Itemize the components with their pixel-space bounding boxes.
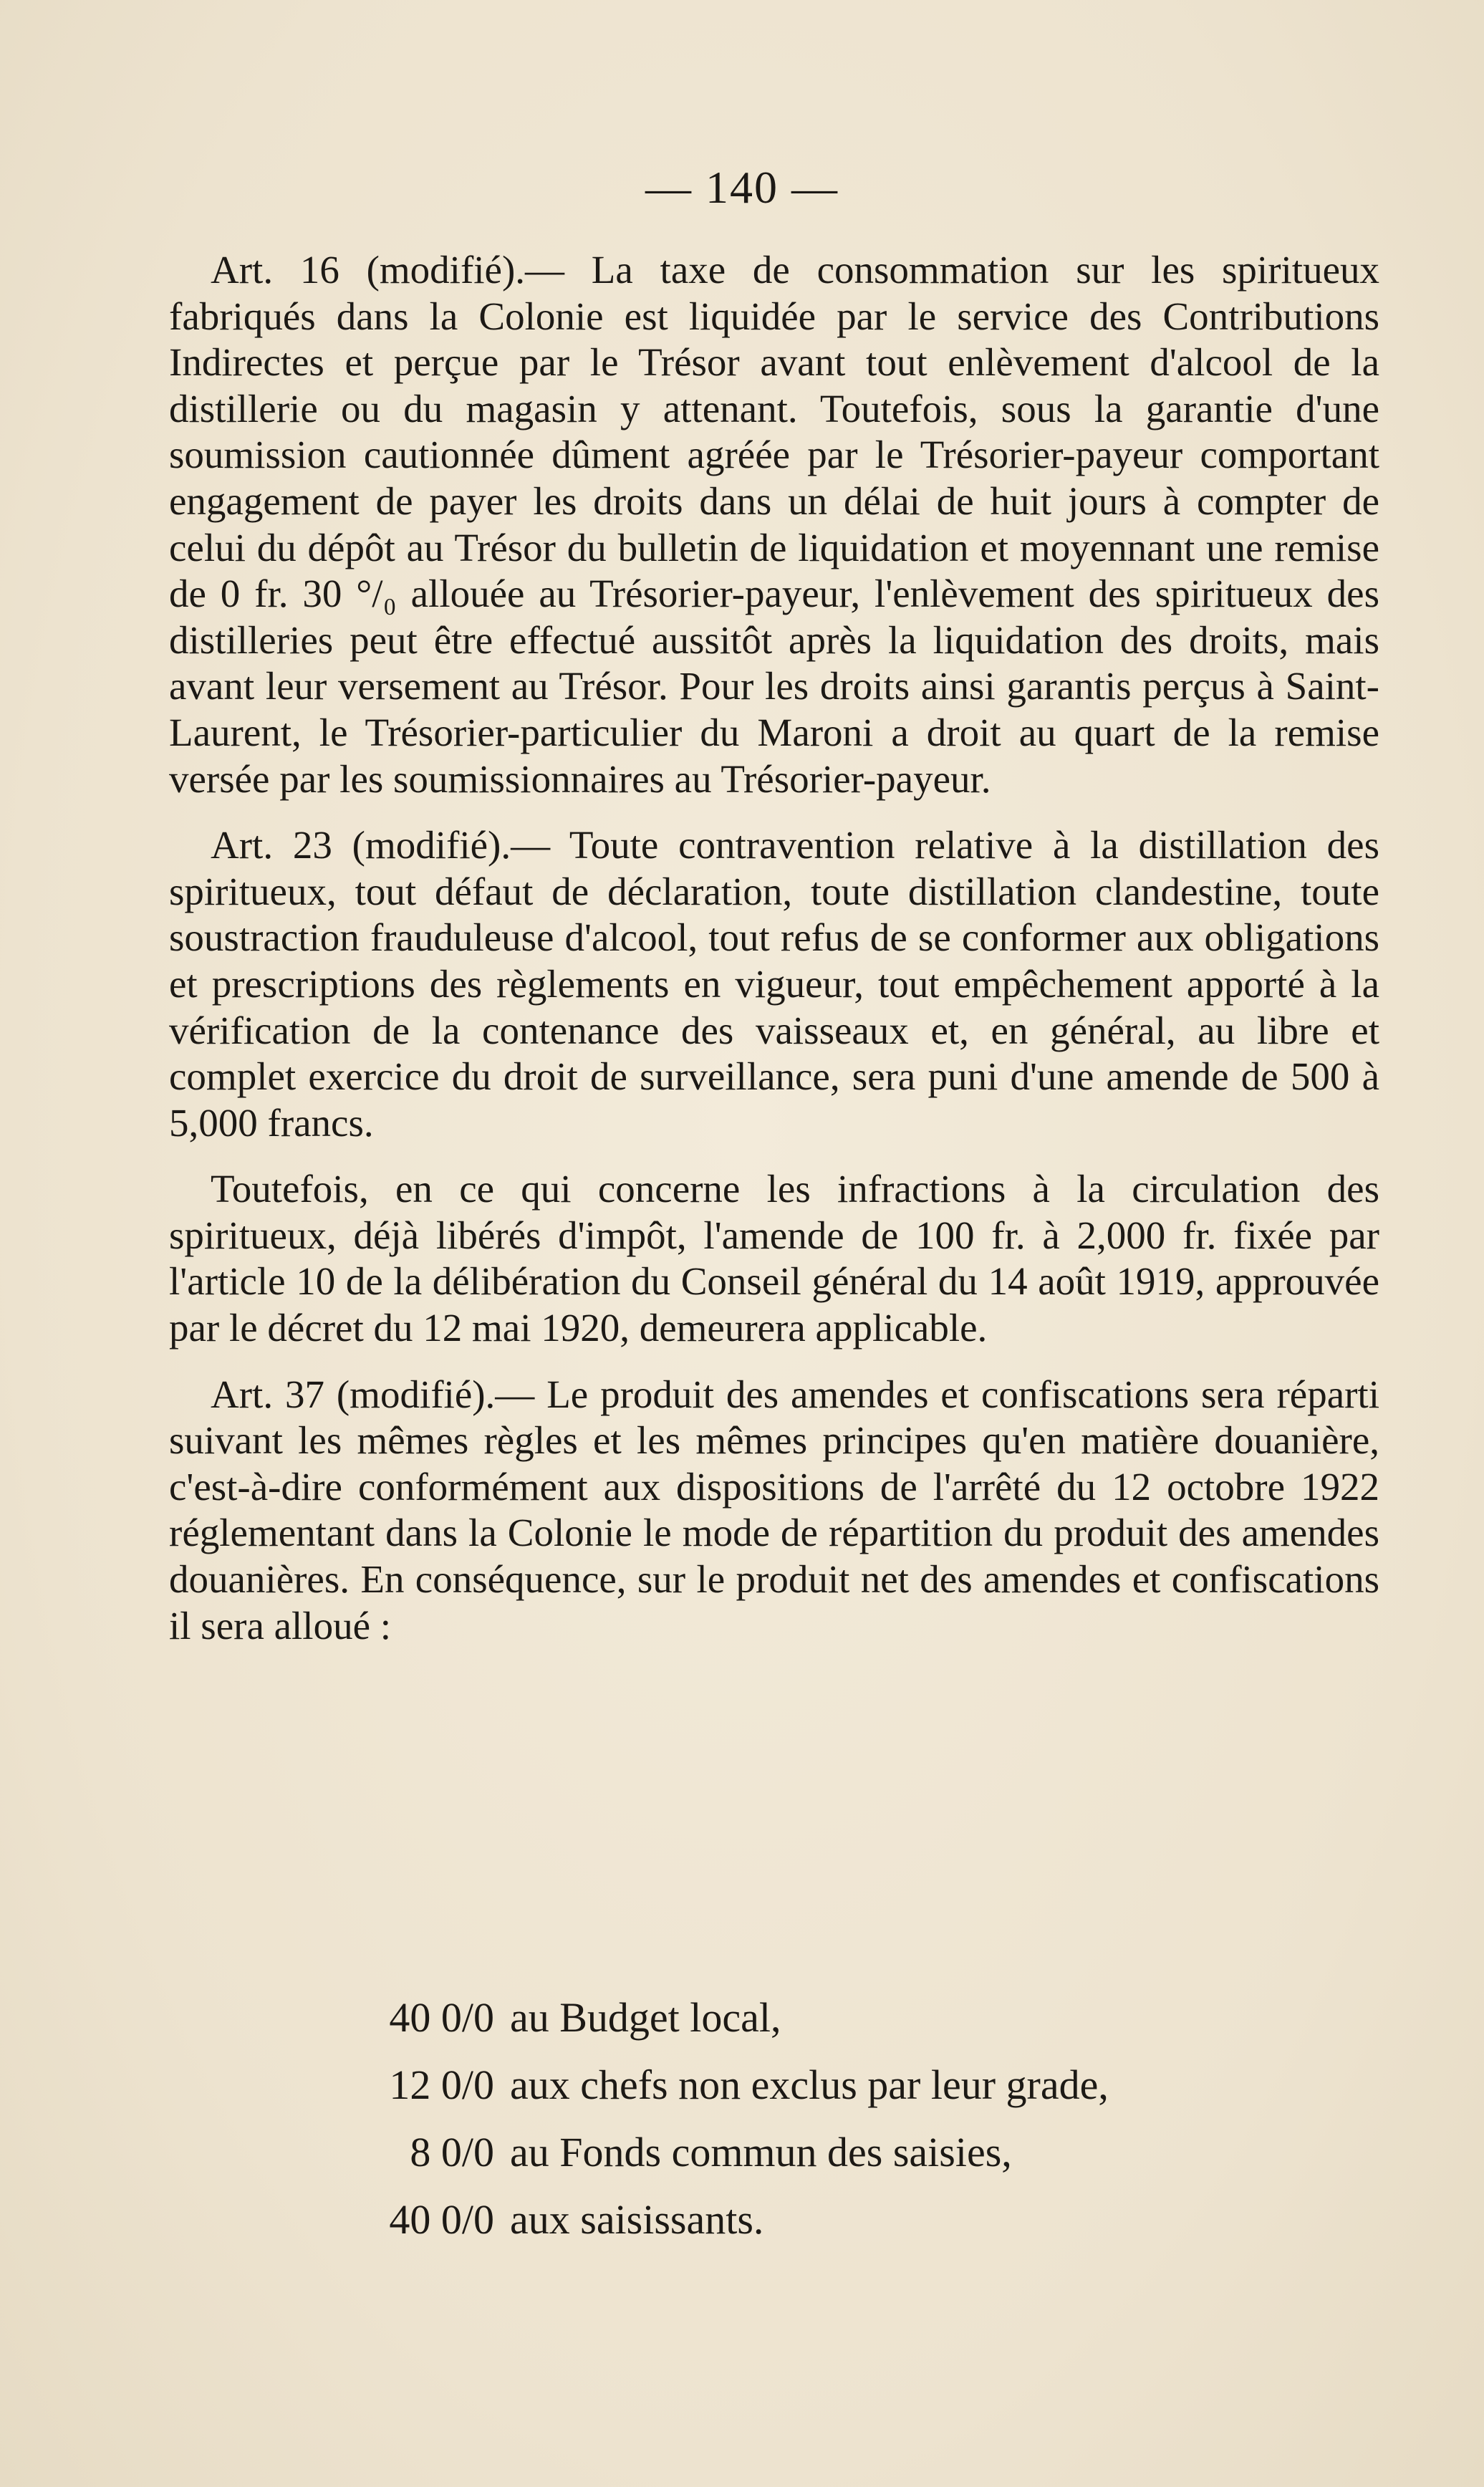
article-23-continuation-paragraph: Toutefois, en ce qui concerne les infractions à la circulation des spiritueux, déjà libérés d'impôt, l'amende de 100 fr. à 2,000 fr. fixée par l'article 10 de la délibération du Conseil général du 14 août 1919, approuvée par le décret du 12 mai 1920, demeurera applicable. xyxy=(169,1167,1379,1350)
allocation-percent: 8 0/0 xyxy=(410,2129,494,2175)
allocation-label: aux chefs non exclus par leur grade, xyxy=(510,2062,1109,2108)
article-16-paragraph: Art. 16 (modifié).— La taxe de consommation sur les spiritueux fabriqués dans la Colonie est liquidée par le service des Contributions Indirectes et perçue par le Trésor avant tout enlèvement d'alcool de la distillerie ou du magasin y attenant. Toutefois, sous la garantie d'une soumission cautionnée dûment agréée par le Trésorier-payeur comportant engagement de payer les droits dans un délai de huit jours à compter de celui du dépôt au Trésor du bulletin de liquidation et moyennant une remise de 0 fr. 30 °/₀ allouée au Trésorier-payeur, l'enlèvement des spiritueux des distilleries peut être effectué aussitôt après la liquidation des droits, mais avant leur versement au Trésor. Pour les droits ainsi garantis perçus à Saint-Laurent, le Trésorier-particulier du Maroni a droit au quart de la remise versée par les soumissionnaires au Trésorier-payeur. xyxy=(169,248,1379,801)
article-23-paragraph: Art. 23 (modifié).— Toute contravention relative à la distillation des spiritueux, tout défaut de déclaration, toute distillation clandestine, toute soustraction frauduleuse d'alcool, tout refus de se conformer aux obligations et prescriptions des règlements en vigueur, tout empêchement apporté à la vérification de la contenance des vaisseaux et, en général, au libre et complet exercice du droit de surveillance, sera puni d'une amende de 500 à 5,000 francs. xyxy=(169,823,1379,1145)
allocation-percent: 12 0/0 xyxy=(389,2062,494,2108)
page-number: — 140 — xyxy=(645,162,839,213)
list-item xyxy=(344,2051,1203,2119)
list-item xyxy=(344,1984,1203,2051)
allocation-label: au Budget local, xyxy=(510,1994,781,2041)
allocation-label: au Fonds commun des saisies, xyxy=(510,2129,1012,2175)
body-text xyxy=(169,247,1379,1649)
allocation-label: aux saisissants. xyxy=(510,2196,764,2243)
list-item xyxy=(344,2186,1203,2253)
article-37-paragraph: Art. 37 (modifié).— Le produit des amendes et confiscations sera réparti suivant les mêmes règles et les mêmes principes qu'en matière douanière, c'est-à-dire conformément aux dispositions de l'arrêté du 12 octobre 1922 réglementant dans la Colonie le mode de répartition du produit des amendes douanières. En conséquence, sur le produit net des amendes et confiscations il sera alloué : xyxy=(169,1372,1379,1647)
list-item xyxy=(344,2119,1203,2186)
allocation-percent: 40 0/0 xyxy=(389,2196,494,2243)
allocation-list xyxy=(344,1984,1203,2253)
allocation-percent: 40 0/0 xyxy=(389,1994,494,2041)
